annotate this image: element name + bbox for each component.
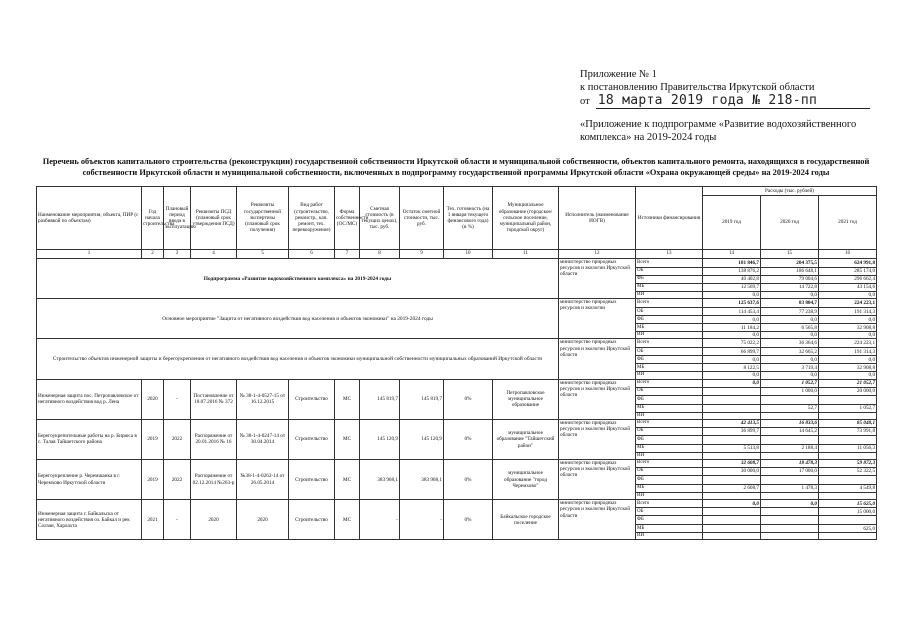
- expense-value: 0,0: [761, 332, 819, 339]
- ownership-form: МС: [335, 379, 360, 419]
- expense-value: 296 662,4: [819, 276, 877, 284]
- expense-value: [761, 452, 819, 459]
- appendix-decree: к постановлению Правительства Иркутской области: [580, 82, 815, 93]
- expense-value: 36 899,7: [703, 427, 761, 435]
- municipality: муниципальное образование "город Черемхово": [493, 460, 559, 500]
- funding-source: МБ: [636, 324, 703, 332]
- from-label: от: [580, 96, 590, 107]
- section-row: [37, 259, 877, 268]
- object-name: Инженерная защита пос. Петропавловское от негативного воздействия вод р. Лена: [37, 379, 142, 419]
- remaining-cost: 383 968,1: [400, 460, 444, 500]
- funding-source: МБ: [636, 284, 703, 292]
- psd-details: 2020: [191, 500, 237, 540]
- expense-value: 125 637,6: [703, 299, 761, 308]
- header-cell: Наименование мероприятия, объекта, ПИР (с разбивкой по объектам): [37, 187, 142, 250]
- funding-source: Всего: [636, 419, 703, 427]
- expense-value: 32 665,2: [761, 348, 819, 356]
- expense-value: 14 722,8: [761, 284, 819, 292]
- expense-value: 52 322,5: [819, 468, 877, 476]
- expense-value: 1 052,7: [819, 404, 877, 412]
- object-name: Инженерная защита г. Байкальска от негативного воздействия оз. Байкал и рек Солзан, Харлахта: [37, 500, 142, 540]
- expense-value: [703, 435, 761, 444]
- expense-value: 75 022,2: [703, 339, 761, 348]
- expense-value: [761, 412, 819, 419]
- expense-value: 79 004,6: [761, 276, 819, 284]
- expertise-details: № 38-1-4-0247-14 от 30.04.2014: [237, 419, 289, 459]
- column-number: 8: [360, 250, 400, 259]
- expense-value: 43 154,6: [819, 284, 877, 292]
- funding-source: Всего: [636, 259, 703, 268]
- funding-source: ФБ: [636, 356, 703, 364]
- funding-source: ФБ: [636, 276, 703, 284]
- expense-value: [819, 435, 877, 444]
- object-name: Берегоукрепление р. Черемшанка в г. Черемхово Иркутской области: [37, 460, 142, 500]
- estimated-cost: 383 968,1: [360, 460, 400, 500]
- expense-value: 32 908,8: [819, 324, 877, 332]
- header-cell: Источники финансирования: [636, 187, 703, 250]
- executor: министерство природных ресурсов и экологии Иркутской области: [559, 379, 636, 419]
- expense-value: 0,0: [761, 372, 819, 379]
- expense-value: 66 899,7: [703, 348, 761, 356]
- expense-value: 14 645,2: [761, 427, 819, 435]
- funding-source: ФБ: [636, 476, 703, 485]
- section-name: Строительство объектов инженерной защиты и берегоукрепления от негативного воздействия вод населения и объектов экономики муниципальной собственности муниципальных образований Иркутской области: [37, 339, 559, 379]
- expense-value: 4 549,8: [819, 485, 877, 493]
- technical-readiness: 0%: [444, 500, 493, 540]
- expense-value: 0,0: [761, 292, 819, 299]
- expense-value: 0,0: [819, 332, 877, 339]
- header-row-top: [37, 187, 877, 196]
- expense-value: 0,0: [703, 379, 761, 387]
- funding-source: ИИ: [636, 533, 703, 540]
- header-cell: Остаток сметной стоимости, тыс. руб.: [400, 187, 444, 250]
- commissioning-period: 2022: [164, 419, 191, 459]
- column-number: 6: [289, 250, 335, 259]
- funding-source: ФБ: [636, 516, 703, 525]
- technical-readiness: 0%: [444, 419, 493, 459]
- appendix-number: Приложение № 1: [580, 69, 657, 80]
- expense-value: 2 608,7: [703, 485, 761, 493]
- funding-source: Всего: [636, 460, 703, 468]
- expense-value: 0,0: [703, 356, 761, 364]
- expense-value: 32 908,8: [819, 364, 877, 372]
- expense-value: 138 876,2: [703, 268, 761, 276]
- expense-value: 12 569,7: [703, 284, 761, 292]
- header-cell: Реквизиты ПСД (плановый срок утверждения ПСД): [191, 187, 237, 250]
- funding-source: Всего: [636, 339, 703, 348]
- expense-value: 11 184,2: [703, 324, 761, 332]
- expense-value: [761, 435, 819, 444]
- header-cell: Год начала строительства: [142, 187, 164, 250]
- expense-value: 0,0: [703, 372, 761, 379]
- column-number: 9: [400, 250, 444, 259]
- start-year: 2019: [142, 419, 164, 459]
- object-name: Берегоукрепительные работы на р. Бирюса в с. Талая Тайшетского района: [37, 419, 142, 459]
- expense-value: 20 000,0: [819, 387, 877, 395]
- header-cell: Вид работ (строительство, реконстр., кап. ремонт, тех. перевооружение): [289, 187, 335, 250]
- expense-value: [819, 452, 877, 459]
- funding-source: ИИ: [636, 372, 703, 379]
- object-row: [37, 500, 877, 508]
- expense-value: 32 608,7: [703, 460, 761, 468]
- column-number: 15: [761, 250, 819, 259]
- expense-value: 17 000,0: [761, 468, 819, 476]
- start-year: 2020: [142, 379, 164, 419]
- expense-value: [703, 533, 761, 540]
- section-name: Основное мероприятие "Защита от негативного воздействия вод населения и объектов экономики" на 2019-2024 годы: [37, 299, 559, 339]
- expense-value: 16 833,6: [761, 419, 819, 427]
- funding-source: МБ: [636, 404, 703, 412]
- expense-value: [703, 395, 761, 404]
- expense-value: 0,0: [703, 500, 761, 508]
- expense-value: 224 223,1: [819, 339, 877, 348]
- header-cell: Исполнитель (наименование ИОГВ): [559, 187, 636, 250]
- funding-source: ИИ: [636, 332, 703, 339]
- work-type: Строительство: [289, 379, 335, 419]
- expense-value: 1 478,3: [761, 485, 819, 493]
- expense-value: 285 174,0: [819, 268, 877, 276]
- expertise-details: №38-1-4-0262-14 от 26.05.2014: [237, 460, 289, 500]
- municipality: Байкальское городское поселение: [493, 500, 559, 540]
- column-number-row: [37, 250, 877, 259]
- municipality: муниципальное образование "Тайшетский район": [493, 419, 559, 459]
- expense-value: 8 122,5: [703, 364, 761, 372]
- expense-value: 0,0: [819, 292, 877, 299]
- section-executor: министерство природных ресурсов и экологии Иркутской области: [559, 339, 636, 379]
- municipality: Петропавловское муниципальное образование: [493, 379, 559, 419]
- expense-value: 3 719,4: [761, 364, 819, 372]
- expense-value: [703, 476, 761, 485]
- commissioning-period: -: [164, 379, 191, 419]
- expense-value: 0,0: [703, 316, 761, 324]
- expense-value: 11 056,3: [819, 444, 877, 452]
- funding-source: МБ: [636, 485, 703, 493]
- column-number: 11: [493, 250, 559, 259]
- expense-value: 191 314,3: [819, 308, 877, 316]
- object-row: [37, 460, 877, 468]
- document-title: Перечень объектов капитального строительства (реконструкции) государственной собственности Иркутской области и муниципальной собственности, объектов капитального ремонта, находящихся в государственной собственности Иркутской области и муниципальной собственности, включенных в подпрограмму государственной программы Иркутской области «Охрана окружающей среды» на 2019-2024 годы: [42, 157, 870, 177]
- expense-value: 204 375,5: [761, 259, 819, 268]
- subprogram-reference: «Приложение к подпрограмме «Развитие водохозяйственного комплекса» на 2019-2024 годы: [580, 119, 857, 143]
- estimated-cost: 145 120,9: [360, 419, 400, 459]
- funding-source: ОБ: [636, 308, 703, 316]
- expense-value: 114 453,4: [703, 308, 761, 316]
- expense-value: 1 000,0: [761, 387, 819, 395]
- column-number: 12: [559, 250, 636, 259]
- expense-value: 1 052,7: [761, 379, 819, 387]
- expense-value: [703, 508, 761, 516]
- work-type: Строительство: [289, 460, 335, 500]
- expense-value: [761, 508, 819, 516]
- psd-details: Распоряжение от 02.12.2014 №263-р: [191, 460, 237, 500]
- appendix-block: [580, 68, 880, 108]
- funding-source: ИИ: [636, 412, 703, 419]
- expense-value: [703, 525, 761, 533]
- expense-value: 0,0: [761, 500, 819, 508]
- expense-value: [761, 395, 819, 404]
- funding-source: Всего: [636, 500, 703, 508]
- expense-value: 52,7: [761, 404, 819, 412]
- expense-value: [819, 395, 877, 404]
- expense-value: [703, 516, 761, 525]
- estimated-cost: 145 819,7: [360, 379, 400, 419]
- section-name: Подпрограмма «Развитие водохозяйственного комплекса» на 2019-2024 годы: [37, 259, 559, 299]
- header-cell: Реквизиты государственной экспертизы (плановый срок получения): [237, 187, 289, 250]
- header-cell: Сметная стоимость (в текущих ценах), тыс. руб.: [360, 187, 400, 250]
- funding-source: ФБ: [636, 435, 703, 444]
- estimated-cost: -: [360, 500, 400, 540]
- expense-value: 625,0: [819, 525, 877, 533]
- handwritten-date: 18 марта 2019 года № 218-пп: [597, 93, 818, 108]
- expense-value: 5 513,8: [703, 444, 761, 452]
- expertise-details: № 38-1-4-0527-15 от 16.12.2015: [237, 379, 289, 419]
- year-2021-header: 2021 год: [819, 196, 877, 250]
- start-year: 2021: [142, 500, 164, 540]
- expense-value: [703, 493, 761, 500]
- remaining-cost: -: [400, 500, 444, 540]
- psd-details: Постановление от 18.07.2016 № 372: [191, 379, 237, 419]
- funding-source: ОБ: [636, 427, 703, 435]
- ownership-form: МС: [335, 419, 360, 459]
- funding-source: МБ: [636, 525, 703, 533]
- column-number: 1: [37, 250, 142, 259]
- executor: министерство природных ресурсов и экологии Иркутской области: [559, 419, 636, 459]
- expense-value: 0,0: [703, 332, 761, 339]
- expense-value: [819, 493, 877, 500]
- work-type: Строительство: [289, 500, 335, 540]
- executor: министерство природных ресурсов и экологии Иркутской области: [559, 500, 636, 540]
- expense-value: [703, 412, 761, 419]
- column-number: 16: [819, 250, 877, 259]
- expense-value: 186 648,1: [761, 268, 819, 276]
- expense-value: 73 991,8: [819, 427, 877, 435]
- executor: министерство природных ресурсов и экологии Иркутской области: [559, 460, 636, 500]
- table-body: [37, 187, 877, 540]
- funding-source: ОБ: [636, 387, 703, 395]
- expense-value: [761, 476, 819, 485]
- funding-source: ИИ: [636, 292, 703, 299]
- expense-value: [819, 476, 877, 485]
- expense-value: 15 625,0: [819, 500, 877, 508]
- funding-source: ОБ: [636, 508, 703, 516]
- column-number: 2: [142, 250, 164, 259]
- ownership-form: МС: [335, 500, 360, 540]
- header-cell: Форма собственности (ОС/МС): [335, 187, 360, 250]
- expertise-details: 2020: [237, 500, 289, 540]
- expense-value: 0,0: [703, 292, 761, 299]
- ownership-form: МС: [335, 460, 360, 500]
- expense-value: 30 000,0: [703, 468, 761, 476]
- column-number: 3: [164, 250, 191, 259]
- header-cell: Муниципальное образование (городское/сельское поселение, муниципальный район, городской округ): [493, 187, 559, 250]
- expense-value: 0,0: [819, 372, 877, 379]
- psd-details: Распоряжение от 20.01.2016 № 16: [191, 419, 237, 459]
- work-type: Строительство: [289, 419, 335, 459]
- technical-readiness: 0%: [444, 379, 493, 419]
- expense-value: [761, 516, 819, 525]
- section-row: [37, 299, 877, 308]
- funding-source: ОБ: [636, 348, 703, 356]
- expense-value: [703, 452, 761, 459]
- funding-source: МБ: [636, 364, 703, 372]
- expense-value: 85 048,1: [819, 419, 877, 427]
- appendix-date-line: [580, 94, 880, 108]
- date-underline: [596, 108, 870, 109]
- expense-value: 0,0: [819, 356, 877, 364]
- funding-source: Всего: [636, 299, 703, 308]
- commissioning-period: 2022: [164, 460, 191, 500]
- funding-source: ФБ: [636, 316, 703, 324]
- expense-value: [761, 525, 819, 533]
- start-year: 2019: [142, 460, 164, 500]
- column-number: 7: [335, 250, 360, 259]
- objects-table: [36, 186, 877, 540]
- header-cell: Плановый период ввода в эксплуатацию: [164, 187, 191, 250]
- expense-value: [819, 533, 877, 540]
- expense-value: 36 364,6: [761, 339, 819, 348]
- expense-value: 181 846,7: [703, 259, 761, 268]
- column-number: 13: [636, 250, 703, 259]
- expense-value: [761, 533, 819, 540]
- remaining-cost: 145 120,9: [400, 419, 444, 459]
- funding-source: ФБ: [636, 395, 703, 404]
- funding-source: ИИ: [636, 493, 703, 500]
- header-cell: Тех. готовность (на 1 января текущего финансового года) (в %): [444, 187, 493, 250]
- expense-value: [703, 404, 761, 412]
- funding-source: ОБ: [636, 268, 703, 276]
- funding-source: ОБ: [636, 468, 703, 476]
- expense-value: 40 402,8: [703, 276, 761, 284]
- expense-value: 18 478,3: [761, 460, 819, 468]
- expense-value: 59 872,3: [819, 460, 877, 468]
- expense-value: 2 188,4: [761, 444, 819, 452]
- funding-source: МБ: [636, 444, 703, 452]
- year-2020-header: 2020 год: [761, 196, 819, 250]
- expense-value: 6 565,8: [761, 324, 819, 332]
- section-executor: министерство природных ресурсов и экологии: [559, 299, 636, 339]
- object-row: [37, 379, 877, 387]
- section-executor: министерство природных ресурсов и экологии Иркутской области: [559, 259, 636, 299]
- expense-value: 42 413,5: [703, 419, 761, 427]
- expense-value: 21 052,7: [819, 379, 877, 387]
- object-row: [37, 419, 877, 427]
- expenses-group-header: Расходы (тыс. рублей): [703, 187, 877, 196]
- expense-value: [819, 412, 877, 419]
- expense-value: 224 223,1: [819, 299, 877, 308]
- expense-value: [819, 516, 877, 525]
- expense-value: 15 000,0: [819, 508, 877, 516]
- expense-value: [761, 493, 819, 500]
- expense-value: [703, 387, 761, 395]
- expense-value: 83 804,7: [761, 299, 819, 308]
- section-row: [37, 339, 877, 348]
- expense-value: 624 991,8: [819, 259, 877, 268]
- remaining-cost: 145 819,7: [400, 379, 444, 419]
- expense-value: 0,0: [761, 356, 819, 364]
- funding-source: Всего: [636, 379, 703, 387]
- column-number: 5: [237, 250, 289, 259]
- column-number: 4: [191, 250, 237, 259]
- expense-value: 77 238,9: [761, 308, 819, 316]
- expense-value: 0,0: [819, 316, 877, 324]
- column-number: 14: [703, 250, 761, 259]
- expense-value: 0,0: [761, 316, 819, 324]
- column-number: 10: [444, 250, 493, 259]
- year-2019-header: 2019 год: [703, 196, 761, 250]
- funding-source: ИИ: [636, 452, 703, 459]
- commissioning-period: -: [164, 500, 191, 540]
- technical-readiness: 0%: [444, 460, 493, 500]
- expense-value: 191 314,3: [819, 348, 877, 356]
